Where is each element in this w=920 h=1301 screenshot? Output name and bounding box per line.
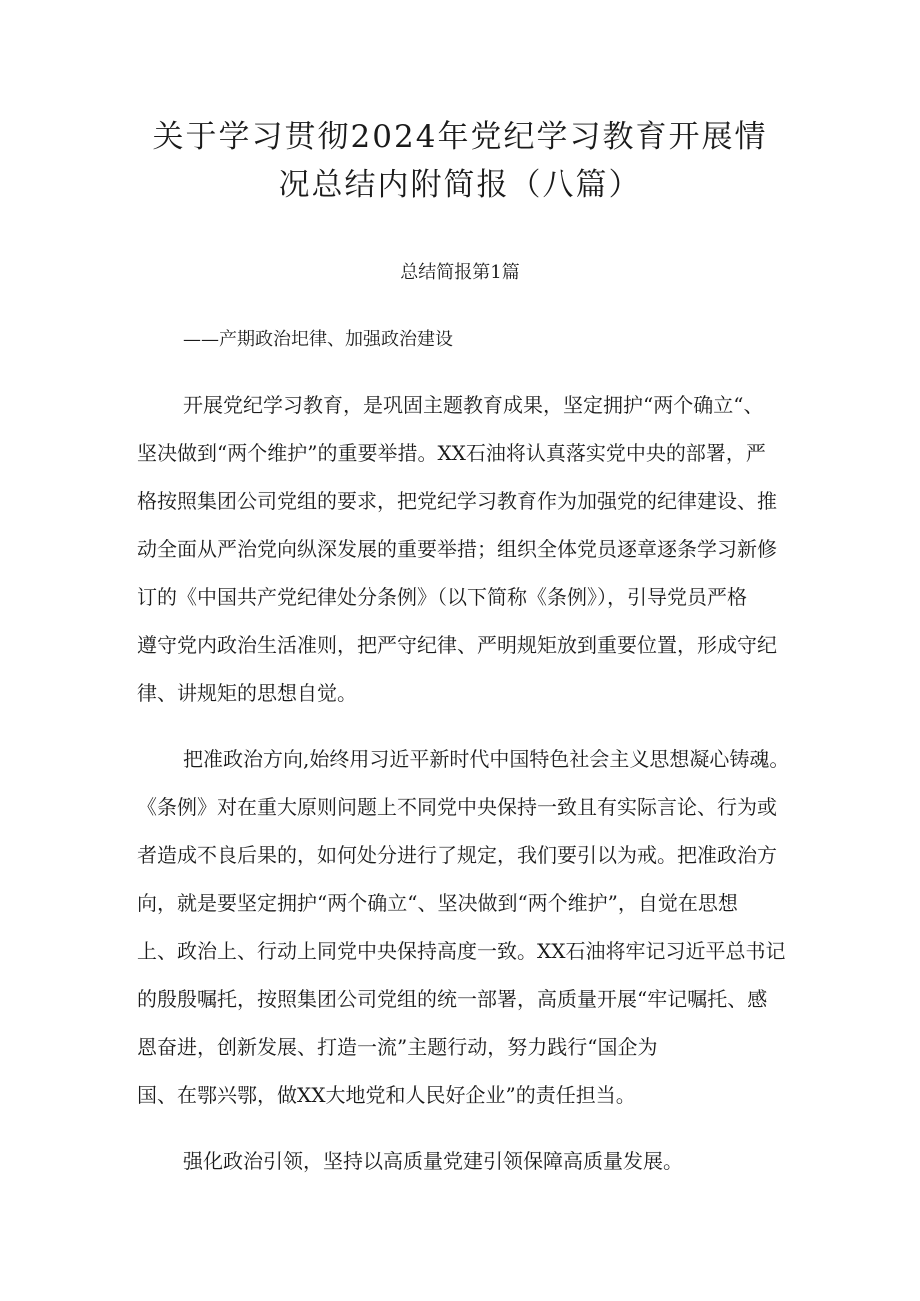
- paragraph-line: 恩奋进，创新发展、打造一流”主题行动，努力践行“国企为: [137, 1035, 658, 1059]
- document-title-line-2: 况总结内附简报（八篇）: [278, 167, 642, 203]
- paragraph-line: 国、在鄂兴鄂，做XX大地党和人民好企业”的责任担当。: [137, 1083, 636, 1107]
- section-subtitle: 总结简报第1篇: [400, 262, 520, 283]
- paragraph-line: 动全面从严治党向纵深发展的重要举措；组织全体党员逐章逐条学习新修: [137, 537, 777, 561]
- paragraph-line: 订的《中国共产党纪律处分条例》（以下简称《条例》），引导党员严格: [137, 585, 747, 609]
- paragraph-line: 遵守党内政治生活准则，把严守纪律、严明规矩放到重要位置，形成守纪: [137, 633, 777, 657]
- section-tagline: ——产期政治圯律、加强政治建设: [183, 329, 453, 350]
- paragraph-line: 上、政治上、行动上同党中央保持高度一致。XX石油将牢记习近平总书记: [137, 939, 786, 963]
- paragraph-line: 《条例》对在重大原则问题上不同党中央保持一致且有实际言论、行为或: [137, 795, 777, 819]
- paragraph-line: 把准政治方向,始终用习近平新时代中国特色社会主义思想凝心铸魂。: [183, 747, 790, 771]
- paragraph-line: 格按照集团公司党组的要求，把党纪学习教育作为加强党的纪律建设、推: [137, 489, 777, 513]
- document-title-line-1: 关于学习贯彻2024年党纪学习教育开展情: [152, 119, 768, 155]
- paragraph-line: 者造成不良后果的，如何处分进行了规定，我们要引以为戒。把准政治方: [137, 843, 777, 867]
- paragraph-line: 的殷殷嘱托，按照集团公司党组的统一部署，高质量开展“牢记嘱托、感: [137, 987, 768, 1011]
- paragraph-line: 坚决做到“两个维护”的重要举措。XX石油将认真落实党中央的部署，严: [137, 441, 766, 465]
- paragraph-line: 向，就是要坚定拥护“两个确立“、坚决做到“两个维护”，自觉在思想: [137, 891, 738, 915]
- paragraph-line: 律、讲规矩的思想自觉。: [137, 681, 357, 705]
- paragraph-line: 强化政治引领，坚持以高质量党建引领保障高质量发展。: [183, 1149, 683, 1173]
- paragraph-line: 开展党纪学习教育，是巩固主题教育成果，坚定拥护“两个确立“、: [183, 393, 764, 417]
